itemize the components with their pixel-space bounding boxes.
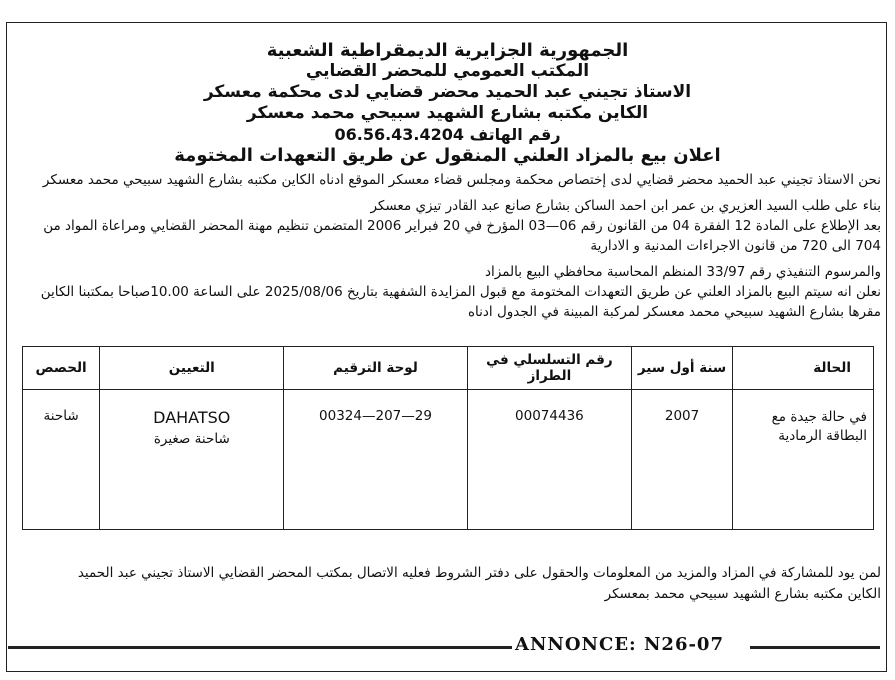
cell-plate bbox=[284, 390, 467, 530]
cell-serial: 00074436 bbox=[467, 390, 632, 530]
annonce-rule-right bbox=[750, 646, 880, 649]
phone-number: رقم الهاتف 06.56.43.4204 bbox=[334, 125, 561, 144]
office-title: المكتب العمومي للمحضر القضايي bbox=[305, 61, 590, 81]
plate-number: 00324—207—29 bbox=[319, 408, 432, 424]
document-header bbox=[0, 40, 895, 166]
body-paragraph-5: نعلن انه سيتم البيع بالمزاد العلني عن طريق التعهدات المختومة مع قبول المزايدة الشفهية بتاريخ 2025/08/06 على الساعة 10.00صباحا بمكتبنا الكاين مقرها بشارع الشهيد سبيحي محمد معسكر لمركبة المبينة في الجدول ادناه bbox=[40, 284, 881, 320]
footer-line-1: لمن يود للمشاركة في المزاد والمزيد من المعلومات والحقول على دفتر الشروط فعليه الاتصال بمكتب المحضر القضايي الاستاذ تجيني عبد الحميد bbox=[77, 565, 881, 581]
cell-year: 2007 bbox=[632, 390, 733, 530]
cell-state: في حالة جيدة مع البطاقة الرمادية bbox=[732, 390, 873, 530]
republic-title: الجمهورية الجزايرية الديمقراطية الشعبية bbox=[266, 40, 629, 61]
table-header-row bbox=[23, 347, 874, 390]
annonce-rule-left bbox=[8, 646, 512, 649]
bailiff-name: الاستاذ تجيني عبد الحميد محضر قضايي لدى محكمة معسكر bbox=[203, 82, 692, 102]
body-paragraph-3: بعد الإطلاع على المادة 12 الفقرة 04 من القانون رقم 06—03 المؤرخ في 20 فبراير 2006 المتضمن تنظيم مهنة المحضر القضايي ومراعاة المواد من 704 الى 720 من قانون الاجراءات المدنية و الادارية bbox=[43, 218, 881, 254]
cell-designation bbox=[100, 390, 284, 530]
office-address: الكاين مكتبه بشارع الشهيد سبيحي محمد معسكر bbox=[246, 103, 649, 123]
annonce-number: ANNONCE: N26-07 bbox=[515, 634, 724, 655]
notice-title: اعلان بيع بالمزاد العلني المنقول عن طريق التعهدات المختومة bbox=[174, 145, 721, 166]
header-year: سنة أول سير bbox=[632, 347, 733, 390]
vehicle-model: شاحنة صغيرة bbox=[153, 431, 230, 447]
header-lots: الحصص bbox=[23, 347, 100, 390]
vehicle-brand: DAHATSO bbox=[153, 408, 231, 427]
header-serial: رقم التسلسلي في الطراز bbox=[467, 347, 632, 390]
header-designation: التعيين bbox=[100, 347, 284, 390]
notice-body bbox=[14, 170, 881, 322]
footer-line-2: الكاين مكتبه بشارع الشهيد سبيحي محمد بمعسكر bbox=[604, 586, 881, 602]
header-plate: لوحة الترقيم bbox=[284, 347, 467, 390]
table-row bbox=[23, 390, 874, 530]
header-state: الحالة bbox=[732, 347, 873, 390]
vehicle-table bbox=[22, 346, 874, 530]
body-paragraph-1: نحن الاستاذ تجيني عبد الحميد محضر قضايي لدى إختصاص محكمة ومجلس قضاء معسكر الموقع ادناه الكاين مكتبه بشارع الشهيد سبيحي محمد معسكر bbox=[42, 172, 881, 188]
body-paragraph-2: بناء على طلب السيد العزيري بن عمر ابن احمد الساكن بشارع صانع عبد القادر تيزي معسكر bbox=[370, 198, 881, 214]
notice-footer bbox=[14, 563, 881, 605]
cell-lots: شاحنة bbox=[23, 390, 100, 530]
body-paragraph-4: والمرسوم التنفيذي رقم 33/97 المنظم المحاسبة محافظي البيع بالمزاد bbox=[484, 264, 881, 280]
